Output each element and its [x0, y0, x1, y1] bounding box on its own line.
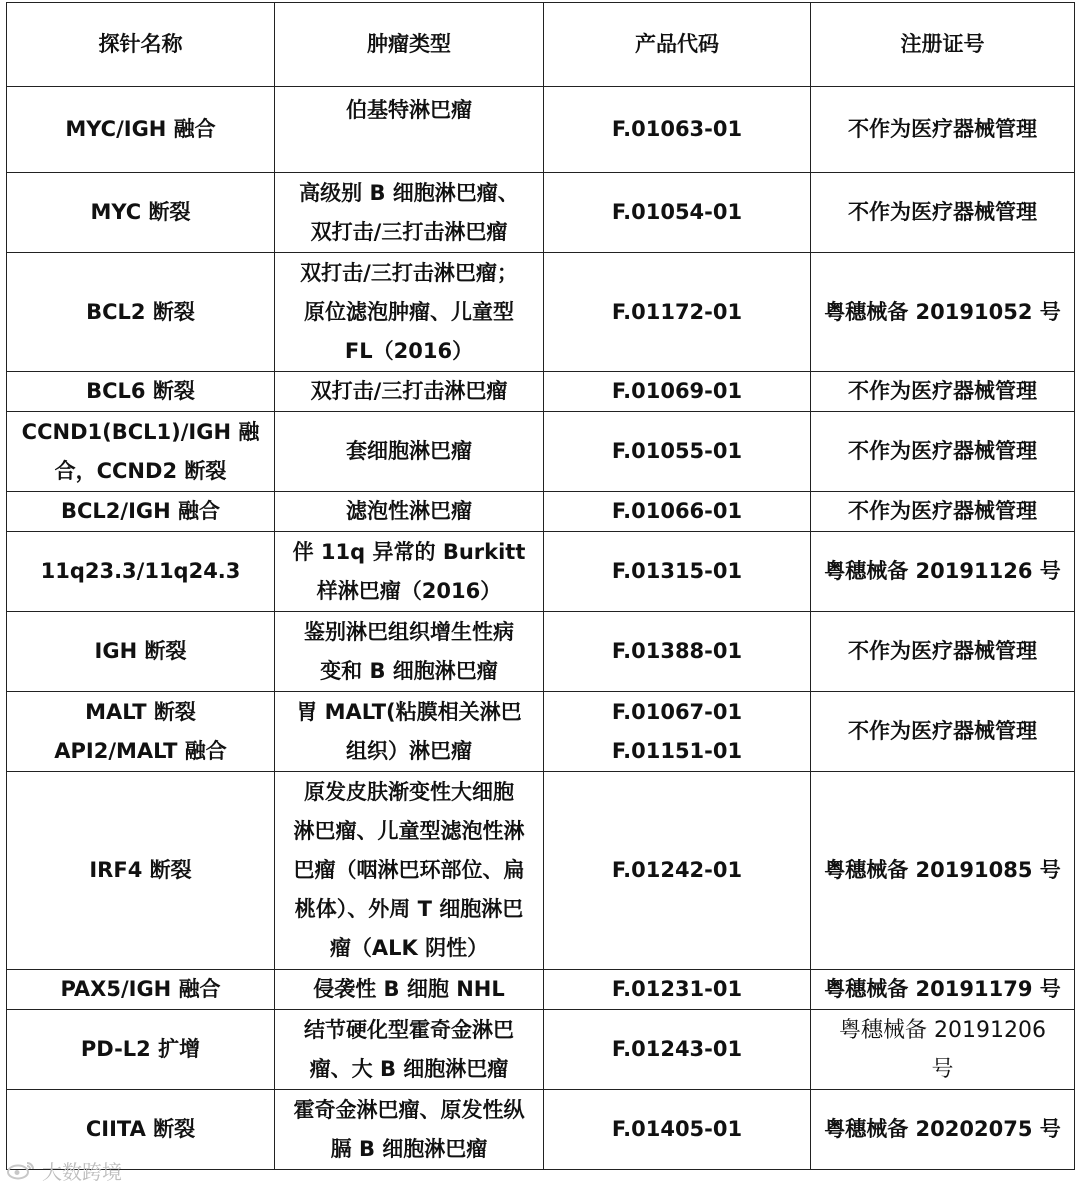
- probe-name-cell: BCL2/IGH 融合: [7, 492, 275, 532]
- probe-name-cell: 11q23.3/11q24.3: [7, 532, 275, 612]
- probe-name-cell: PD-L2 扩增: [7, 1010, 275, 1090]
- product-code-cell: F.01315-01: [544, 532, 811, 612]
- header-registration-no: 注册证号: [811, 3, 1075, 87]
- registration-cell: 粤穗械备 20191206 号: [811, 1010, 1075, 1090]
- header-row: [7, 3, 1075, 87]
- tumor-type-cell: 双打击/三打击淋巴瘤: [275, 372, 544, 412]
- probe-name-cell: BCL6 断裂: [7, 372, 275, 412]
- product-code-cell: F.01231-01: [544, 970, 811, 1010]
- tumor-type-cell: 伴 11q 异常的 Burkitt 样淋巴瘤（2016）: [275, 532, 544, 612]
- header-probe-name: 探针名称: [7, 3, 275, 87]
- registration-cell: 不作为医疗器械管理: [811, 492, 1075, 532]
- product-code-cell: F.01243-01: [544, 1010, 811, 1090]
- product-code-cell: F.01055-01: [544, 412, 811, 492]
- product-code-cell: F.01172-01: [544, 253, 811, 372]
- tumor-type-cell: 原发皮肤渐变性大细胞 淋巴瘤、儿童型滤泡性淋 巴瘤（咽淋巴环部位、扁 桃体）、外周 T 细胞淋巴 瘤（ALK 阴性）: [275, 772, 544, 970]
- product-code-cell: F.01388-01: [544, 612, 811, 692]
- table-row: [7, 173, 1075, 253]
- registration-cell: 不作为医疗器械管理: [811, 612, 1075, 692]
- table-row: [7, 692, 1075, 772]
- tumor-type-cell: 胃 MALT(粘膜相关淋巴 组织）淋巴瘤: [275, 692, 544, 772]
- product-code-cell: F.01054-01: [544, 173, 811, 253]
- registration-cell: 粤穗械备 20191052 号: [811, 253, 1075, 372]
- probe-name-cell: MYC 断裂: [7, 173, 275, 253]
- registration-cell: 不作为医疗器械管理: [811, 87, 1075, 173]
- registration-cell: 不作为医疗器械管理: [811, 412, 1075, 492]
- tumor-type-cell: 高级别 B 细胞淋巴瘤、 双打击/三打击淋巴瘤: [275, 173, 544, 253]
- probe-name-cell: MYC/IGH 融合: [7, 87, 275, 173]
- table-row: [7, 612, 1075, 692]
- registration-cell: 不作为医疗器械管理: [811, 692, 1075, 772]
- product-code-cell: F.01063-01: [544, 87, 811, 173]
- watermark-text: 大数跨境: [42, 1159, 122, 1184]
- registration-cell: 粤穗械备 20191179 号: [811, 970, 1075, 1010]
- tumor-type-cell: 双打击/三打击淋巴瘤； 原位滤泡肿瘤、儿童型 FL（2016）: [275, 253, 544, 372]
- tumor-type-cell: 套细胞淋巴瘤: [275, 412, 544, 492]
- header-product-code: 产品代码: [544, 3, 811, 87]
- probe-name-cell: MALT 断裂 API2/MALT 融合: [7, 692, 275, 772]
- table-row: [7, 412, 1075, 492]
- table-row: [7, 1010, 1075, 1090]
- tumor-type-cell: 侵袭性 B 细胞 NHL: [275, 970, 544, 1010]
- probe-name-cell: CCND1(BCL1)/IGH 融 合，CCND2 断裂: [7, 412, 275, 492]
- table-row: [7, 253, 1075, 372]
- registration-cell: 粤穗械备 20191085 号: [811, 772, 1075, 970]
- probe-name-cell: BCL2 断裂: [7, 253, 275, 372]
- probe-table: [6, 2, 1075, 1170]
- product-code-cell: F.01405-01: [544, 1090, 811, 1170]
- product-code-cell: F.01066-01: [544, 492, 811, 532]
- table-row: [7, 372, 1075, 412]
- tumor-type-cell: 霍奇金淋巴瘤、原发性纵 膈 B 细胞淋巴瘤: [275, 1090, 544, 1170]
- probe-name-cell: IRF4 断裂: [7, 772, 275, 970]
- product-code-cell: F.01242-01: [544, 772, 811, 970]
- product-code-cell: F.01067-01 F.01151-01: [544, 692, 811, 772]
- table-row: [7, 772, 1075, 970]
- probe-name-cell: CIITA 断裂: [7, 1090, 275, 1170]
- registration-cell: 粤穗械备 20191126 号: [811, 532, 1075, 612]
- table-row: [7, 970, 1075, 1010]
- tumor-type-cell: 结节硬化型霍奇金淋巴 瘤、大 B 细胞淋巴瘤: [275, 1010, 544, 1090]
- table-row: [7, 492, 1075, 532]
- product-code-cell: F.01069-01: [544, 372, 811, 412]
- registration-cell: 不作为医疗器械管理: [811, 372, 1075, 412]
- registration-cell: 不作为医疗器械管理: [811, 173, 1075, 253]
- tumor-type-cell: 滤泡性淋巴瘤: [275, 492, 544, 532]
- table-row: [7, 87, 1075, 173]
- probe-name-cell: PAX5/IGH 融合: [7, 970, 275, 1010]
- tumor-type-cell: 鉴别淋巴组织增生性病 变和 B 细胞淋巴瘤: [275, 612, 544, 692]
- tumor-type-cell: 伯基特淋巴瘤: [275, 87, 544, 173]
- table-row: [7, 1090, 1075, 1170]
- header-tumor-type: 肿瘤类型: [275, 3, 544, 87]
- table-row: [7, 532, 1075, 612]
- probe-name-cell: IGH 断裂: [7, 612, 275, 692]
- registration-cell: 粤穗械备 20202075 号: [811, 1090, 1075, 1170]
